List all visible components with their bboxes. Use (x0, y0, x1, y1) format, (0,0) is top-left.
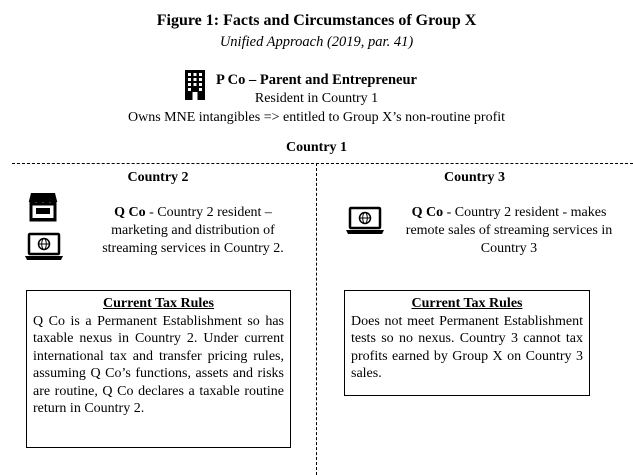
country-divider-horizontal (12, 163, 633, 164)
country1-label: Country 1 (285, 140, 348, 155)
laptop-globe-icon (24, 232, 64, 267)
store-icon (28, 192, 58, 227)
q-co-name: Q Co (114, 205, 146, 220)
q-co-country3-description (396, 204, 622, 258)
q-co-country2-description (84, 204, 302, 258)
parent-entity (0, 72, 633, 127)
country3-label: Country 3 (443, 170, 506, 185)
parent-residence: Resident in Country 1 (254, 91, 379, 106)
country2-label: Country 2 (127, 170, 189, 185)
parent-intangibles: Owns MNE intangibles => entitled to Group X’s non-routine profit (127, 110, 506, 125)
figure-title: Figure 1: Facts and Circumstances of Group X (156, 12, 477, 29)
country-divider-vertical (316, 163, 317, 475)
tax-rules-title: Current Tax Rules (411, 296, 523, 311)
tax-rules-text: Q Co is a Permanent Establishment so has taxable nexus in Country 2. Under current international tax and transfer pricing rules, assuming Q Co’s functions, assets and risks are routine, Q Co declares a taxable routine return in Country 2. (33, 313, 284, 416)
q-co-country3-text: - Country 2 resident - makes remote sales of streaming services in Country 3 (405, 205, 613, 256)
q-co-country2-text: - Country 2 resident – marketing and distribution of streaming services in Country 2. (102, 205, 284, 256)
country2-tax-rules-box (26, 290, 291, 448)
tax-rules-title: Current Tax Rules (103, 296, 214, 311)
parent-name: P Co – Parent and Entrepreneur (216, 72, 417, 88)
tax-rules-text: Does not meet Permanent Establishment tests so no nexus. Country 3 cannot tax profits earned by Group X on Country 3 sales. (351, 313, 583, 381)
country3-tax-rules-box (344, 290, 590, 396)
laptop-globe-icon (345, 206, 385, 241)
figure-subtitle: Unified Approach (2019, par. 41) (219, 34, 414, 50)
q-co-name: Q Co (411, 205, 444, 220)
